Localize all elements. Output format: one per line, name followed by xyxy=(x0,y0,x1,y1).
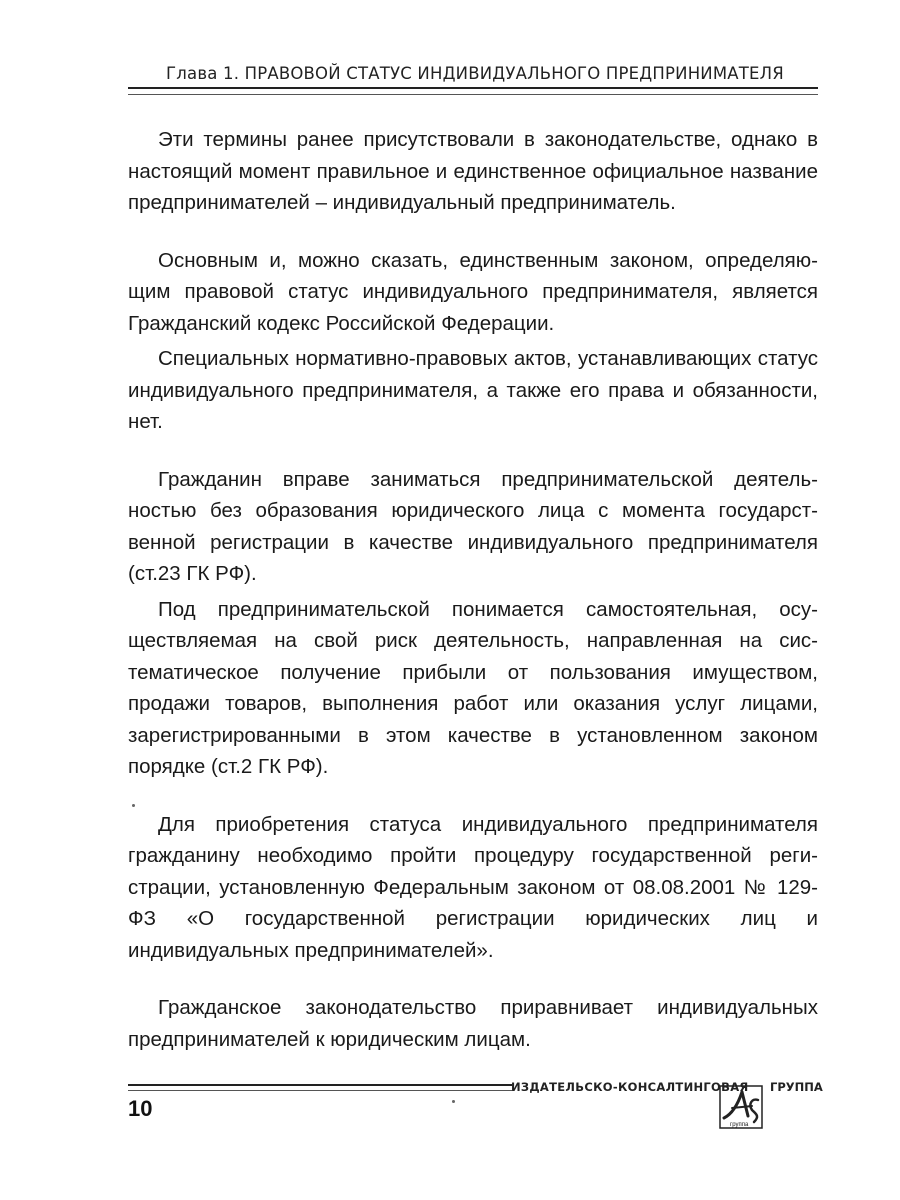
paragraph-4: Гражданин вправе заниматься предпринимательской деятельностью без образования юридического лица с момента государственной регистрации в качестве индивидуального предпринимателя (ст.23 ГК РФ). xyxy=(128,467,818,585)
logo-caption: группа xyxy=(730,1122,749,1128)
paragraph-7: Гражданское законодательство приравнивает индивидуальных предпринимателей к юридическим лицам. xyxy=(128,996,818,1051)
publisher-name: ИЗДАТЕЛЬСКО-КОНСАЛТИНГОВАЯ xyxy=(511,1080,749,1094)
paragraph-3: Специальных нормативно-правовых актов, устанавливающих статус индивидуального предпринимателя, а также его права и обязанности, нет. xyxy=(128,347,818,433)
paragraph-5: Под предпринимательской понимается самостоятельная, осуществляемая на свой риск деятельность, направленная на систематическое получение прибыли от пользования имуществом, продажи товаров, выполнения работ или оказания услуг лицами, зарегистрированными в этом качестве в установленном законом порядке (ст.2 ГК РФ). xyxy=(128,597,818,778)
running-header xyxy=(128,60,818,96)
print-speck xyxy=(132,804,135,807)
paragraph-6: Для приобретения статуса индивидуального предпринимателя гражданину необходимо пройти процедуру государственной регистрации, установленную Федеральным законом от 08.08.2001 № 129-ФЗ «О государственной регистрации юридических лиц и индивидуальных предпринимателей». xyxy=(128,812,818,962)
page-number: 10 xyxy=(128,1096,153,1121)
body-text xyxy=(128,124,818,1055)
footer-rule xyxy=(128,1084,512,1091)
page-footer xyxy=(128,1080,823,1164)
publisher-group: ГРУППА xyxy=(770,1080,823,1094)
paragraph-2: Основным и, можно сказать, единственным законом, определяющим правовой статус индивидуального предпринимателя, является Гражданский кодекс Российской Федерации. xyxy=(128,248,818,335)
paragraph-1: Эти термины ранее присутствовали в законодательстве, однако в настоящий момент правильное и единственное официальное название предпринимателей – индивидуальный предприниматель. xyxy=(128,128,818,214)
chapter-title: Глава 1. ПРАВОВОЙ СТАТУС ИНДИВИДУАЛЬНОГО ПРЕДПРИНИМАТЕЛЯ xyxy=(166,64,784,83)
logo-text: АС xyxy=(726,1104,728,1105)
header-rule xyxy=(128,87,818,95)
